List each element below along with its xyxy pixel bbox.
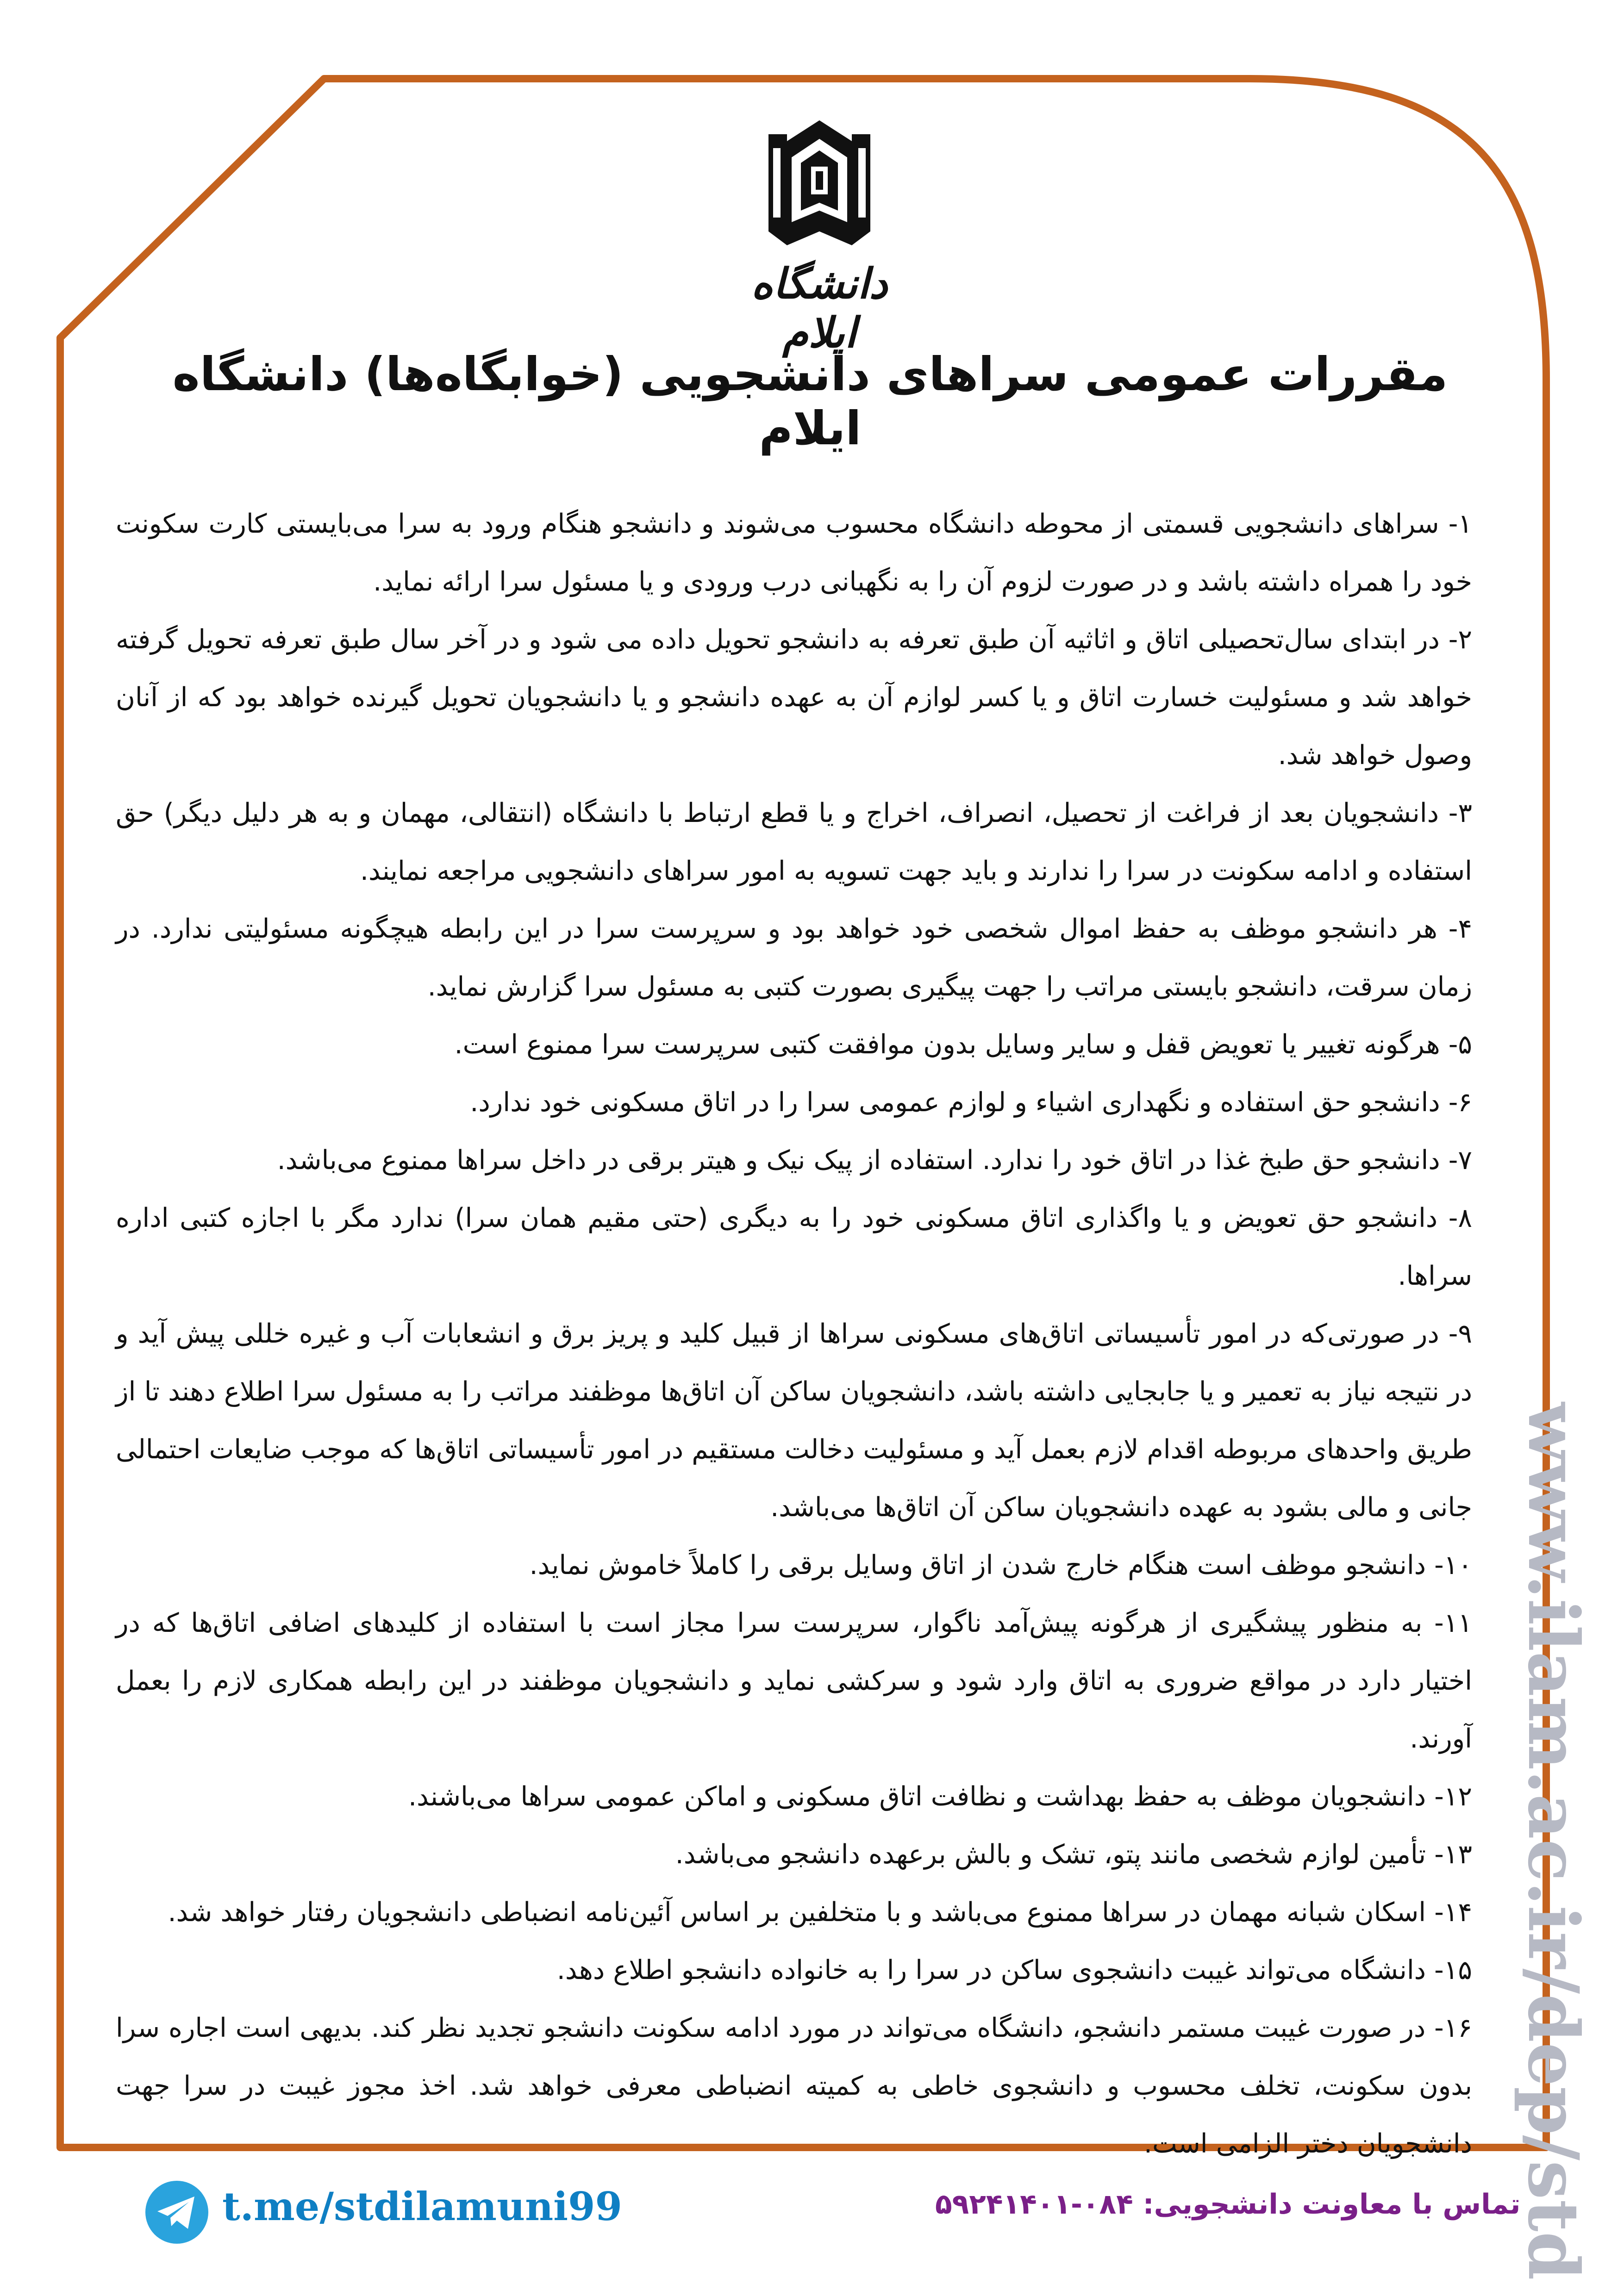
page-title: مقررات عمومی سراهای دانشجویی (خوابگاه‌ها) دانشگاه ایلام: [172, 347, 1448, 455]
telegram-icon[interactable]: [144, 2180, 209, 2245]
rule-item: ۱۲- دانشجویان موظف به حفظ بهداشت و نظافت اتاق مسکونی و اماکن عمومی سراها می‌باشند.: [408, 1781, 1472, 1812]
contact-info: [935, 2188, 1520, 2221]
rule-item: ۹- در صورتی‌که در امور تأسیساتی اتاق‌های مسکونی سراها از قبیل کلید و پریز برق و انشعابات آب و غیره خللی پیش آید و در نتیجه نیاز به تعمیر و یا جابجایی داشته باشد، دانشجویان ساکن آن اتاق‌ها موظفند مراتب را به مسئول سرا اطلاع دهند تا از طریق واحدهای مربوطه اقدام لازم بعمل آید و مسئولیت دخالت مستقیم در امور تأسیساتی اتاق‌ها که موجب ضایعات احتمالی جانی و مالی بشود به عهده دانشجویان ساکن آن اتاق‌ها می‌باشد.: [116, 1319, 1472, 1523]
rules-list: [116, 495, 1472, 2173]
contact-label: تماس با معاونت دانشجویی:: [1143, 2188, 1521, 2221]
rule-item: ۱۴- اسکان شبانه مهمان در سراها ممنوع می‌باشد و با متخلفین بر اساس آئین‌نامه انضباطی دانشجویان رفتار خواهد شد.: [168, 1897, 1472, 1928]
side-website-url[interactable]: www.ilam.ac.ir/dep/std: [1512, 1402, 1594, 2280]
rule-item: ۲- در ابتدای سال‌تحصیلی اتاق و اثاثیه آن طبق تعرفه به دانشجو تحویل داده می شود و در آخر سال طبق تعرفه تحویل گرفته خواهد شد و مسئولیت خسارت اتاق و یا کسر لوازم آن به عهده دانشجو و یا دانشجویان تحویل گیرنده خواهد بود که از آنان وصول خواهد شد.: [116, 624, 1472, 771]
logo-caption: دانشگاه ایلام: [751, 259, 888, 357]
rule-item: ۵- هرگونه تغییر یا تعویض قفل و سایر وسایل بدون موافقت کتبی سرپرست سرا ممنوع است.: [454, 1029, 1472, 1060]
rule-item: ۷- دانشجو حق طبخ غذا در اتاق خود را ندارد. استفاده از پیک نیک و هیتر برقی در داخل سراها ممنوع می‌باشد.: [277, 1145, 1472, 1176]
rule-item: ۱۱- به منظور پیشگیری از هرگونه پیش‌آمد ناگوار، سرپرست سرا مجاز است با استفاده از کلیدهای اضافی اتاق‌ها که در اختیار دارد در مواقع ضروری به اتاق وارد شود و سرکشی نماید و دانشجویان موظفند در این رابطه همکاری لازم را بعمل آورند.: [116, 1608, 1472, 1754]
rule-item: ۶- دانشجو حق استفاده و نگهداری اشیاء و لوازم عمومی سرا را در اتاق مسکونی خود ندارد.: [470, 1087, 1472, 1118]
rule-item: ۱۳- تأمین لوازم شخصی مانند پتو، تشک و بالش برعهده دانشجو می‌باشد.: [675, 1839, 1472, 1870]
contact-phone[interactable]: ۰۸۴-۵۹۲۴۱۴۰۱: [935, 2188, 1133, 2221]
rule-item: ۴- هر دانشجو موظف به حفظ اموال شخصی خود خواهد بود و سرپرست سرا در این رابطه هیچگونه مسئولیتی ندارد. در زمان سرقت، دانشجو بایستی مراتب را جهت پیگیری بصورت کتبی به مسئول سرا گزارش نماید.: [116, 914, 1472, 1002]
rule-item: ۱۰- دانشجو موظف است هنگام خارج شدن از اتاق وسایل برقی را کاملاً خاموش نماید.: [529, 1550, 1472, 1580]
telegram-link[interactable]: t.me/stdilamuni99: [222, 2184, 622, 2229]
rule-item: ۱۶- در صورت غیبت مستمر دانشجو، دانشگاه می‌تواند در مورد ادامه سکونت دانشجو تجدید نظر کند. بدیهی است اجاره سرا بدون سکونت، تخلف محسوب و دانشجوی خاطی به کمیته انضباطی معرفی خواهد شد. اخذ مجوز غیبت در سرا جهت دانشجویان دختر الزامی است.: [116, 2013, 1472, 2159]
rule-item: ۱۵- دانشگاه می‌تواند غیبت دانشجوی ساکن در سرا را به خانواده دانشجو اطلاع دهد.: [556, 1955, 1472, 1985]
university-emblem-icon: [759, 116, 880, 250]
rule-item: ۱- سراهای دانشجویی قسمتی از محوطه دانشگاه محسوب می‌شوند و دانشجو هنگام ورود به سرا می‌بایستی کارت سکونت خود را همراه داشته باشد و در صورت لزوم آن را به نگهبانی درب ورودی و یا مسئول سرا ارائه نماید.: [116, 509, 1472, 597]
rule-item: ۳- دانشجویان بعد از فراغت از تحصیل، انصراف، اخراج و یا قطع ارتباط با دانشگاه (انتقالی، مهمان و به هر دلیل دیگر) حق استفاده و ادامه سکونت در سرا را ندارند و باید جهت تسویه به امور سراهای دانشجویی مراجعه نمایند.: [116, 798, 1472, 886]
rule-item: ۸- دانشجو حق تعویض و یا واگذاری اتاق مسکونی خود را به دیگری (حتی مقیم همان سرا) ندارد مگر با اجازه کتبی اداره سراها.: [116, 1203, 1472, 1291]
